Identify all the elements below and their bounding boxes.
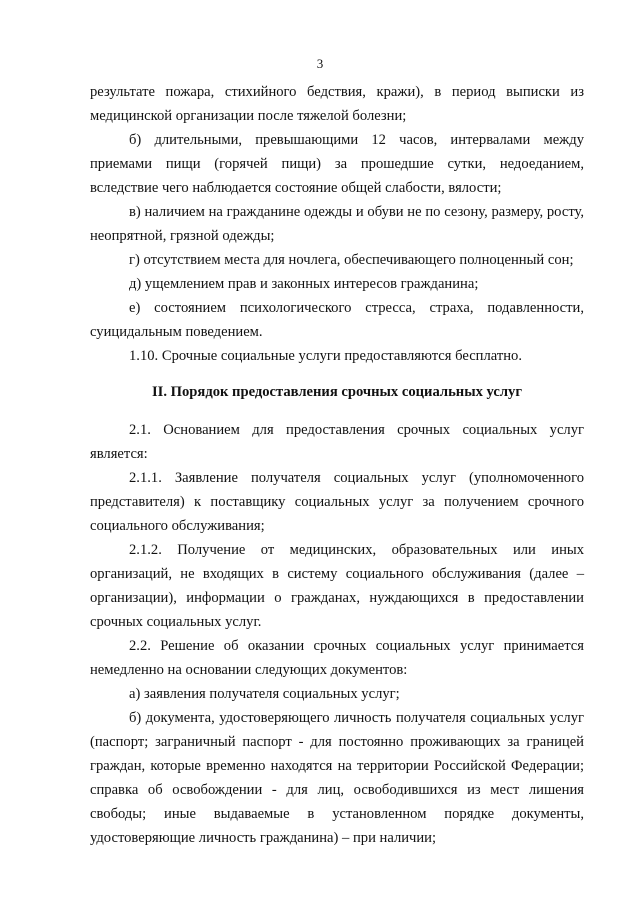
paragraph: результате пожара, стихийного бедствия, кражи), в период выписки из медицинской организации после тяжелой болезни; [90,84,584,124]
section-heading: II. Порядок предоставления срочных социальных услуг [152,384,522,400]
paragraph: д) ущемлением прав и законных интересов гражданина; [129,276,479,292]
page-number: 3 [316,56,324,71]
paragraph: 2.1.2. Получение от медицинских, образовательных или иных организаций, не входящих в систему социального обслуживания (далее – организации), информации о гражданах, нуждающихся в предоставлении срочных социальных услуг. [90,542,584,630]
paragraph: 2.1.1. Заявление получателя социальных услуг (уполномоченного представителя) к поставщику социальных услуг за получением срочного социального обслуживания; [90,470,584,534]
paragraph: а) заявления получателя социальных услуг; [129,686,400,702]
document-body [90,80,584,850]
paragraph: 2.2. Решение об оказании срочных социальных услуг принимается немедленно на основании следующих документов: [90,638,584,678]
paragraphs-top [90,80,584,368]
paragraph: г) отсутствием места для ночлега, обеспечивающего полноценный сон; [129,252,574,268]
paragraph: е) состоянием психологического стресса, страха, подавленности, суицидальным поведением. [90,300,584,340]
paragraph: б) документа, удостоверяющего личность получателя социальных услуг (паспорт; заграничный паспорт - для постоянно проживающих за границей граждан, которые временно находятся на территории Российской Федерации; справка об освобождении - для лиц, освободившихся из мест лишения свободы; иные выдаваемые в установленном порядке документы, удостоверяющие личность гражданина) – при наличии; [90,710,584,846]
paragraph: б) длительными, превышающими 12 часов, интервалами между приемами пищи (горячей пищи) за прошедшие сутки, недоеданием, вследствие чего наблюдается состояние общей слабости, вялости; [90,132,584,196]
paragraph: 2.1. Основанием для предоставления срочных социальных услуг является: [90,422,584,462]
paragraph: в) наличием на гражданине одежды и обуви не по сезону, размеру, росту, неопрятной, грязной одежды; [90,204,584,244]
paragraph: 1.10. Срочные социальные услуги предоставляются бесплатно. [129,348,523,364]
paragraphs-bottom [90,418,584,850]
